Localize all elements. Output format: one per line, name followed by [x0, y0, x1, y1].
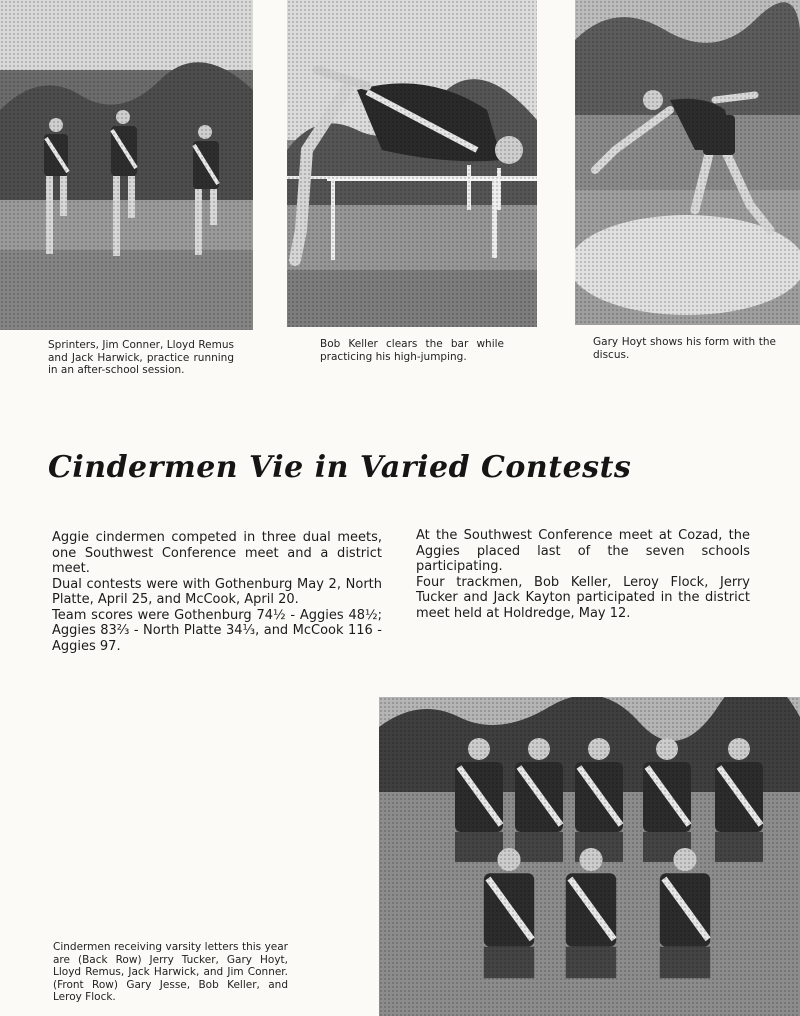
discus-illustration [575, 0, 800, 325]
article-paragraph: Four trackmen, Bob Keller, Leroy Flock, Jerry Tucker and Jack Kayton participated in the district meet held at Holdredge, May 12. [416, 574, 750, 621]
article-paragraph: Aggie cindermen competed in three dual meets, one Southwest Conference meet and a district meet. [52, 530, 382, 576]
discus-photo [575, 0, 800, 325]
discus-caption: Gary Hoyt shows his form with the discus. [593, 336, 776, 361]
high-jump-caption: Bob Keller clears the bar while practicing his high-jumping. [320, 338, 504, 363]
article-left-column [52, 530, 382, 654]
article-paragraph: Team scores were Gothenburg 74½ - Aggies 48½; Aggies 83⅔ - North Platte 34⅓, and McCook 116 - Aggies 97. [52, 607, 382, 654]
team-caption: Cindermen receiving varsity letters this year are (Back Row) Jerry Tucker, Gary Hoyt, Lloyd Remus, Jack Harwick, and Jim Conner. (Front Row) Gary Jesse, Bob Keller, and Leroy Flock. [53, 941, 288, 1003]
team-illustration [379, 697, 800, 1016]
sprinters-photo [0, 0, 253, 330]
article-right-column [416, 528, 750, 621]
article-paragraph: Dual contests were with Gothenburg May 2, North Platte, April 25, and McCook, April 20. [52, 576, 382, 607]
team-photo [379, 697, 800, 1016]
sprinters-illustration [0, 0, 253, 330]
article-headline: Cindermen Vie in Varied Contests [48, 450, 632, 485]
high-jump-photo [287, 0, 537, 327]
high-jump-illustration [287, 0, 537, 327]
article-paragraph: At the Southwest Conference meet at Cozad, the Aggies placed last of the seven schools participating. [416, 528, 750, 574]
sprinters-caption: Sprinters, Jim Conner, Lloyd Remus and Jack Harwick, practice running in an after-school session. [48, 339, 234, 376]
